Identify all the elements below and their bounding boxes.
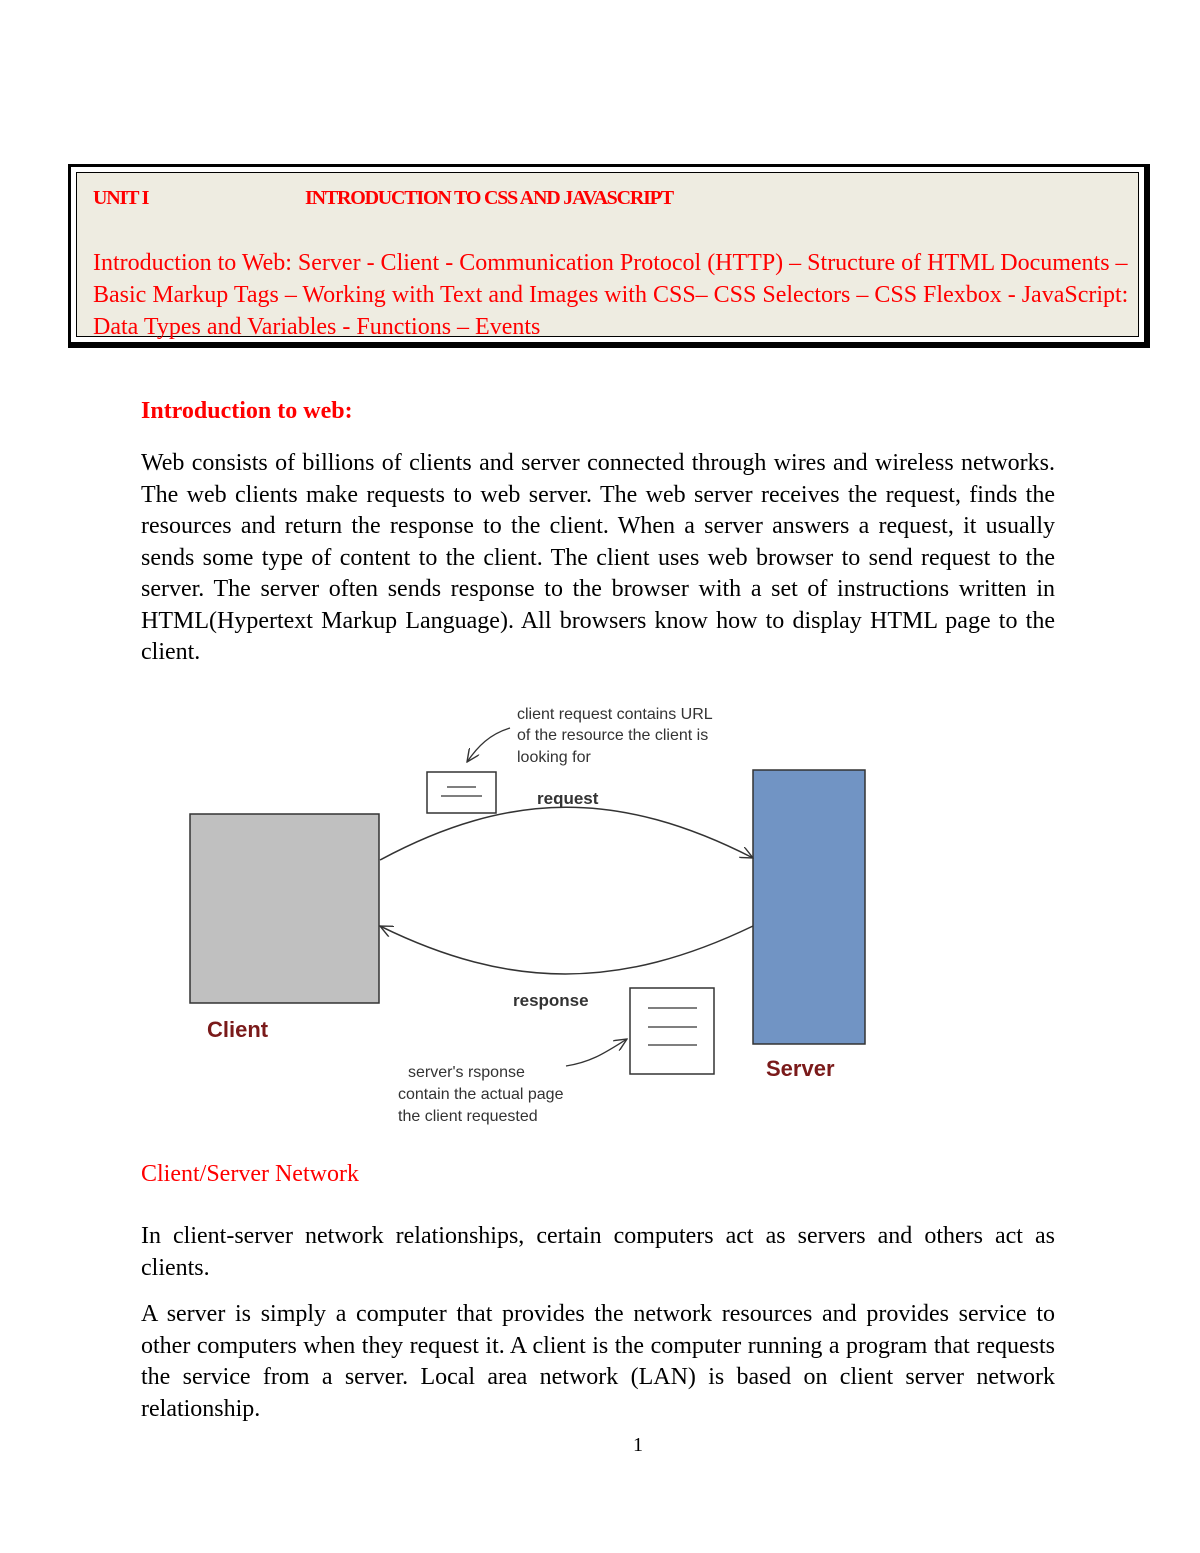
client-server-diagram	[180, 690, 920, 1140]
request-label: request	[537, 789, 599, 808]
client-server-paragraph-2: A server is simply a computer that provides the network resources and provides service to other computers when they request it. A client is the computer running a program that requests the service from a server. Local area network (LAN) is based on client server network relationship.	[141, 1301, 1055, 1422]
unit-topics: Introduction to Web: Server - Client - Communication Protocol (HTTP) – Structure of HTML Documents – Basic Markup Tags – Working with Text and Images with CSS– CSS Selectors – CSS Flexbox - JavaScript: Data Types and Variables - Functions – Events	[93, 250, 1129, 340]
client-label: Client	[207, 1017, 269, 1042]
request-arrow	[380, 807, 753, 860]
response-note-line-1: server's rsponse	[408, 1064, 525, 1081]
server-label: Server	[766, 1056, 835, 1081]
request-note-line-3: looking for	[517, 749, 591, 766]
response-note-line-3: the client requested	[398, 1108, 538, 1125]
request-note-line-2: of the resource the client is	[517, 727, 709, 744]
intro-paragraph: Web consists of billions of clients and server connected through wires and wireless networks. The web clients make requests to web server. The web server receives the request, finds the resources and return the response to the client. When a server answers a request, it usually sends some type of content to the client. The client uses web browser to send request to the server. The server often sends response to the browser with a set of instructions written in HTML(Hypertext Markup Language). All browsers know how to display HTML page to the client.	[141, 450, 1055, 665]
page-number: 1	[633, 1434, 643, 1456]
unit-title: INTRODUCTION TO CSS AND JAVASCRIPT	[305, 187, 673, 209]
response-note-line-2: contain the actual page	[398, 1086, 564, 1103]
response-arrow	[380, 926, 753, 974]
client-server-heading: Client/Server Network	[141, 1161, 359, 1187]
response-note-pointer	[566, 1039, 627, 1066]
request-document-icon	[427, 772, 496, 813]
client-server-paragraph-1: In client-server network relationships, certain computers act as servers and others act as clients.	[141, 1223, 1055, 1281]
response-document-icon	[630, 988, 714, 1074]
unit-summary-panel	[76, 172, 1139, 340]
request-note-line-1: client request contains URL	[517, 706, 713, 723]
unit-number: UNIT I	[93, 187, 149, 209]
intro-heading: Introduction to web:	[141, 398, 353, 424]
server-box	[753, 770, 865, 1044]
client-box	[190, 814, 379, 1003]
request-note-pointer	[467, 728, 510, 762]
unit-summary-box	[68, 164, 1150, 348]
response-label: response	[513, 991, 589, 1010]
